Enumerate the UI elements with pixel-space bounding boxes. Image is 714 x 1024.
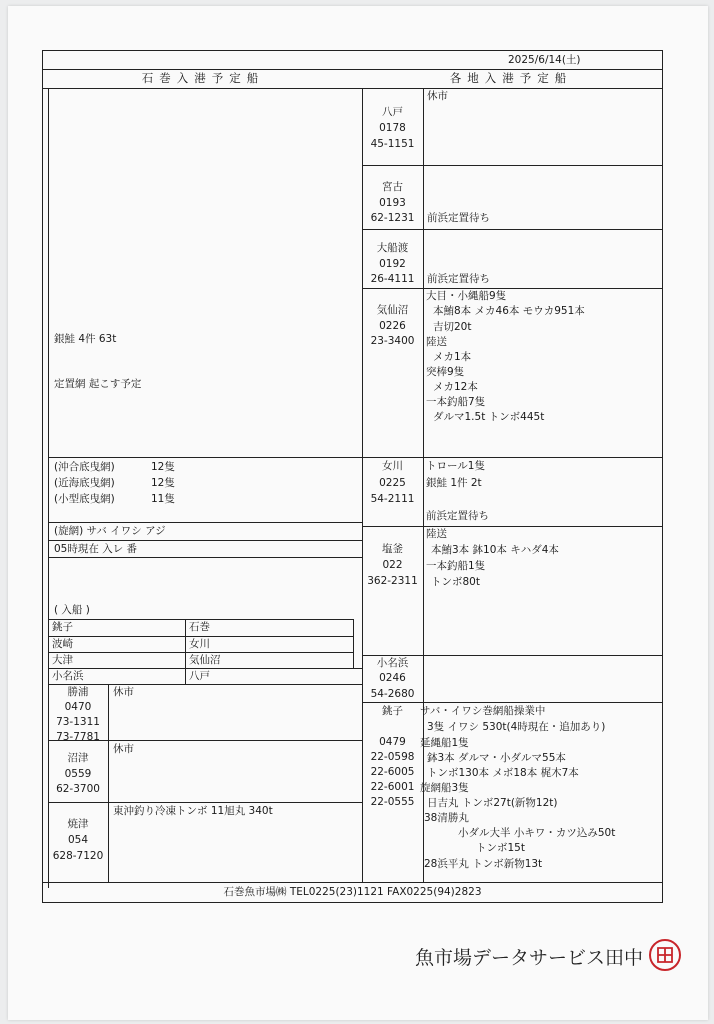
port-phone: 0479 <box>379 736 406 748</box>
port-name: 女川 <box>382 460 403 472</box>
port-note: 銀鮭 1件 2t <box>426 477 482 489</box>
nyusen-from: 波崎 <box>52 638 73 650</box>
port-note: トンボ130本 メボ18本 梶木7本 <box>427 767 579 779</box>
port-note: トンボ80t <box>431 576 480 588</box>
port-name: 沼津 <box>67 752 89 764</box>
port-phone: 0192 <box>379 258 406 270</box>
port-phone: 73-7781 <box>56 731 100 743</box>
trawl-count: 12隻 <box>151 461 175 473</box>
trawl-count: 11隻 <box>151 493 175 505</box>
trawl-label: (沖合底曳網) <box>54 461 115 473</box>
port-note: 大目・小縄船9隻 <box>426 290 507 302</box>
port-note: 突棒9隻 <box>426 366 465 378</box>
port-note: 3隻 イワシ 530t(4時現在・追加あり) <box>427 721 606 733</box>
port-note: 吉切20t <box>433 321 472 333</box>
port-phone: 054 <box>67 834 89 846</box>
trawl-label: (小型底曳網) <box>54 493 115 505</box>
teichi-ami-status: 定置網 起こす予定 <box>54 378 142 390</box>
port-name: 焼津 <box>67 818 89 830</box>
port-note: 延縄船1隻 <box>420 737 469 749</box>
trawl-count: 12隻 <box>151 477 175 489</box>
port-name: 大船渡 <box>376 242 409 254</box>
port-phone: 0559 <box>64 768 92 780</box>
port-note: 一本釣船1隻 <box>426 560 486 572</box>
port-note: 休市 <box>113 686 134 698</box>
port-phone: 0470 <box>64 701 92 713</box>
port-name: 銚子 <box>382 705 403 717</box>
port-name: 小名浜 <box>376 657 409 669</box>
port-phone: 62-3700 <box>56 783 100 795</box>
header-ishinomaki: 石巻入港予定船 <box>141 71 265 85</box>
port-note: トロール1隻 <box>426 460 485 472</box>
port-note: ダルマ1.5t トンボ445t <box>433 411 545 423</box>
author-signature: 魚市場データサービス田中 <box>415 947 644 969</box>
trawl-label: (近海底曳網) <box>54 477 115 489</box>
port-phone: 0246 <box>379 672 406 684</box>
port-note: 陸送 <box>426 336 447 348</box>
port-name: 八戸 <box>382 106 403 118</box>
port-phone: 0193 <box>379 197 406 209</box>
port-note: 小ダル大半 小キワ・カツ込み50t <box>458 827 616 839</box>
port-name: 宮古 <box>382 181 403 193</box>
port-phone: 73-1311 <box>56 716 100 728</box>
port-note: 旋網船3隻 <box>420 782 469 794</box>
gin-sake-arrival: 銀鮭 4件 63t <box>54 333 117 345</box>
port-note: 一本釣船7隻 <box>426 396 486 408</box>
port-phone: 54-2680 <box>370 688 415 700</box>
port-note: トンボ15t <box>476 842 525 854</box>
port-phone: 22-0598 <box>370 751 415 763</box>
nyusen-to: 石巻 <box>189 621 210 633</box>
port-note: 本鮪8本 メカ46本 モウカ951本 <box>433 305 585 317</box>
port-note: サバ・イワシ巻網船操業中 <box>420 705 546 717</box>
port-note: メカ1本 <box>433 351 472 363</box>
port-note: 東沖釣り冷凍トンボ 11旭丸 340t <box>113 805 273 817</box>
port-name: 勝浦 <box>67 686 89 698</box>
port-phone: 45-1151 <box>370 138 415 150</box>
port-note: 日吉丸 トンボ27t(新物12t) <box>427 797 558 809</box>
nyusen-to: 女川 <box>189 638 210 650</box>
port-note: 38清勝丸 <box>424 812 469 824</box>
port-phone: 362-2311 <box>367 575 418 587</box>
port-note: 28浜平丸 トンボ新物13t <box>424 858 543 870</box>
port-note: 陸送 <box>426 528 447 540</box>
makiami-species: (旋網) サバ イワシ アジ <box>54 525 166 537</box>
report-date: 2025/6/14(土) <box>508 54 581 66</box>
port-note: 休市 <box>113 743 134 755</box>
footer-contact: 石巻魚市場㈱ TEL0225(23)1121 FAX0225(94)2823 <box>223 886 482 898</box>
port-phone: 26-4111 <box>370 273 415 285</box>
nyusen-to: 八戸 <box>189 670 210 682</box>
nyusen-title: ( 入船 ) <box>54 604 90 616</box>
header-other-ports: 各地入港予定船 <box>449 71 573 85</box>
port-phone: 22-6001 <box>370 781 415 793</box>
port-phone: 0225 <box>379 477 406 489</box>
port-note: 鉢3本 ダルマ・小ダルマ55本 <box>427 752 566 764</box>
port-note: 休市 <box>427 90 448 102</box>
port-note: 本鮪3本 鉢10本 キハダ4本 <box>431 544 559 556</box>
port-note: 前浜定置待ち <box>427 212 490 224</box>
nyusen-from: 銚子 <box>52 621 73 633</box>
makiami-status: 05時現在 入レ 番 <box>54 543 138 555</box>
port-phone: 022 <box>382 559 403 571</box>
port-phone: 62-1231 <box>370 212 415 224</box>
port-phone: 22-0555 <box>370 796 415 808</box>
port-name: 塩釜 <box>382 543 403 555</box>
port-note: 前浜定置待ち <box>427 273 490 285</box>
nyusen-to: 気仙沼 <box>189 654 221 666</box>
nyusen-from: 大津 <box>52 654 73 666</box>
port-phone: 22-6005 <box>370 766 415 778</box>
port-phone: 0178 <box>379 122 406 134</box>
port-phone: 0226 <box>379 320 406 332</box>
port-note: 前浜定置待ち <box>426 510 489 522</box>
personal-seal-stamp <box>648 938 682 972</box>
port-name: 気仙沼 <box>376 304 409 316</box>
port-phone: 54-2111 <box>370 493 415 505</box>
port-phone: 628-7120 <box>52 850 104 862</box>
port-note: メカ12本 <box>433 381 478 393</box>
nyusen-from: 小名浜 <box>52 670 84 682</box>
port-phone: 23-3400 <box>370 335 415 347</box>
